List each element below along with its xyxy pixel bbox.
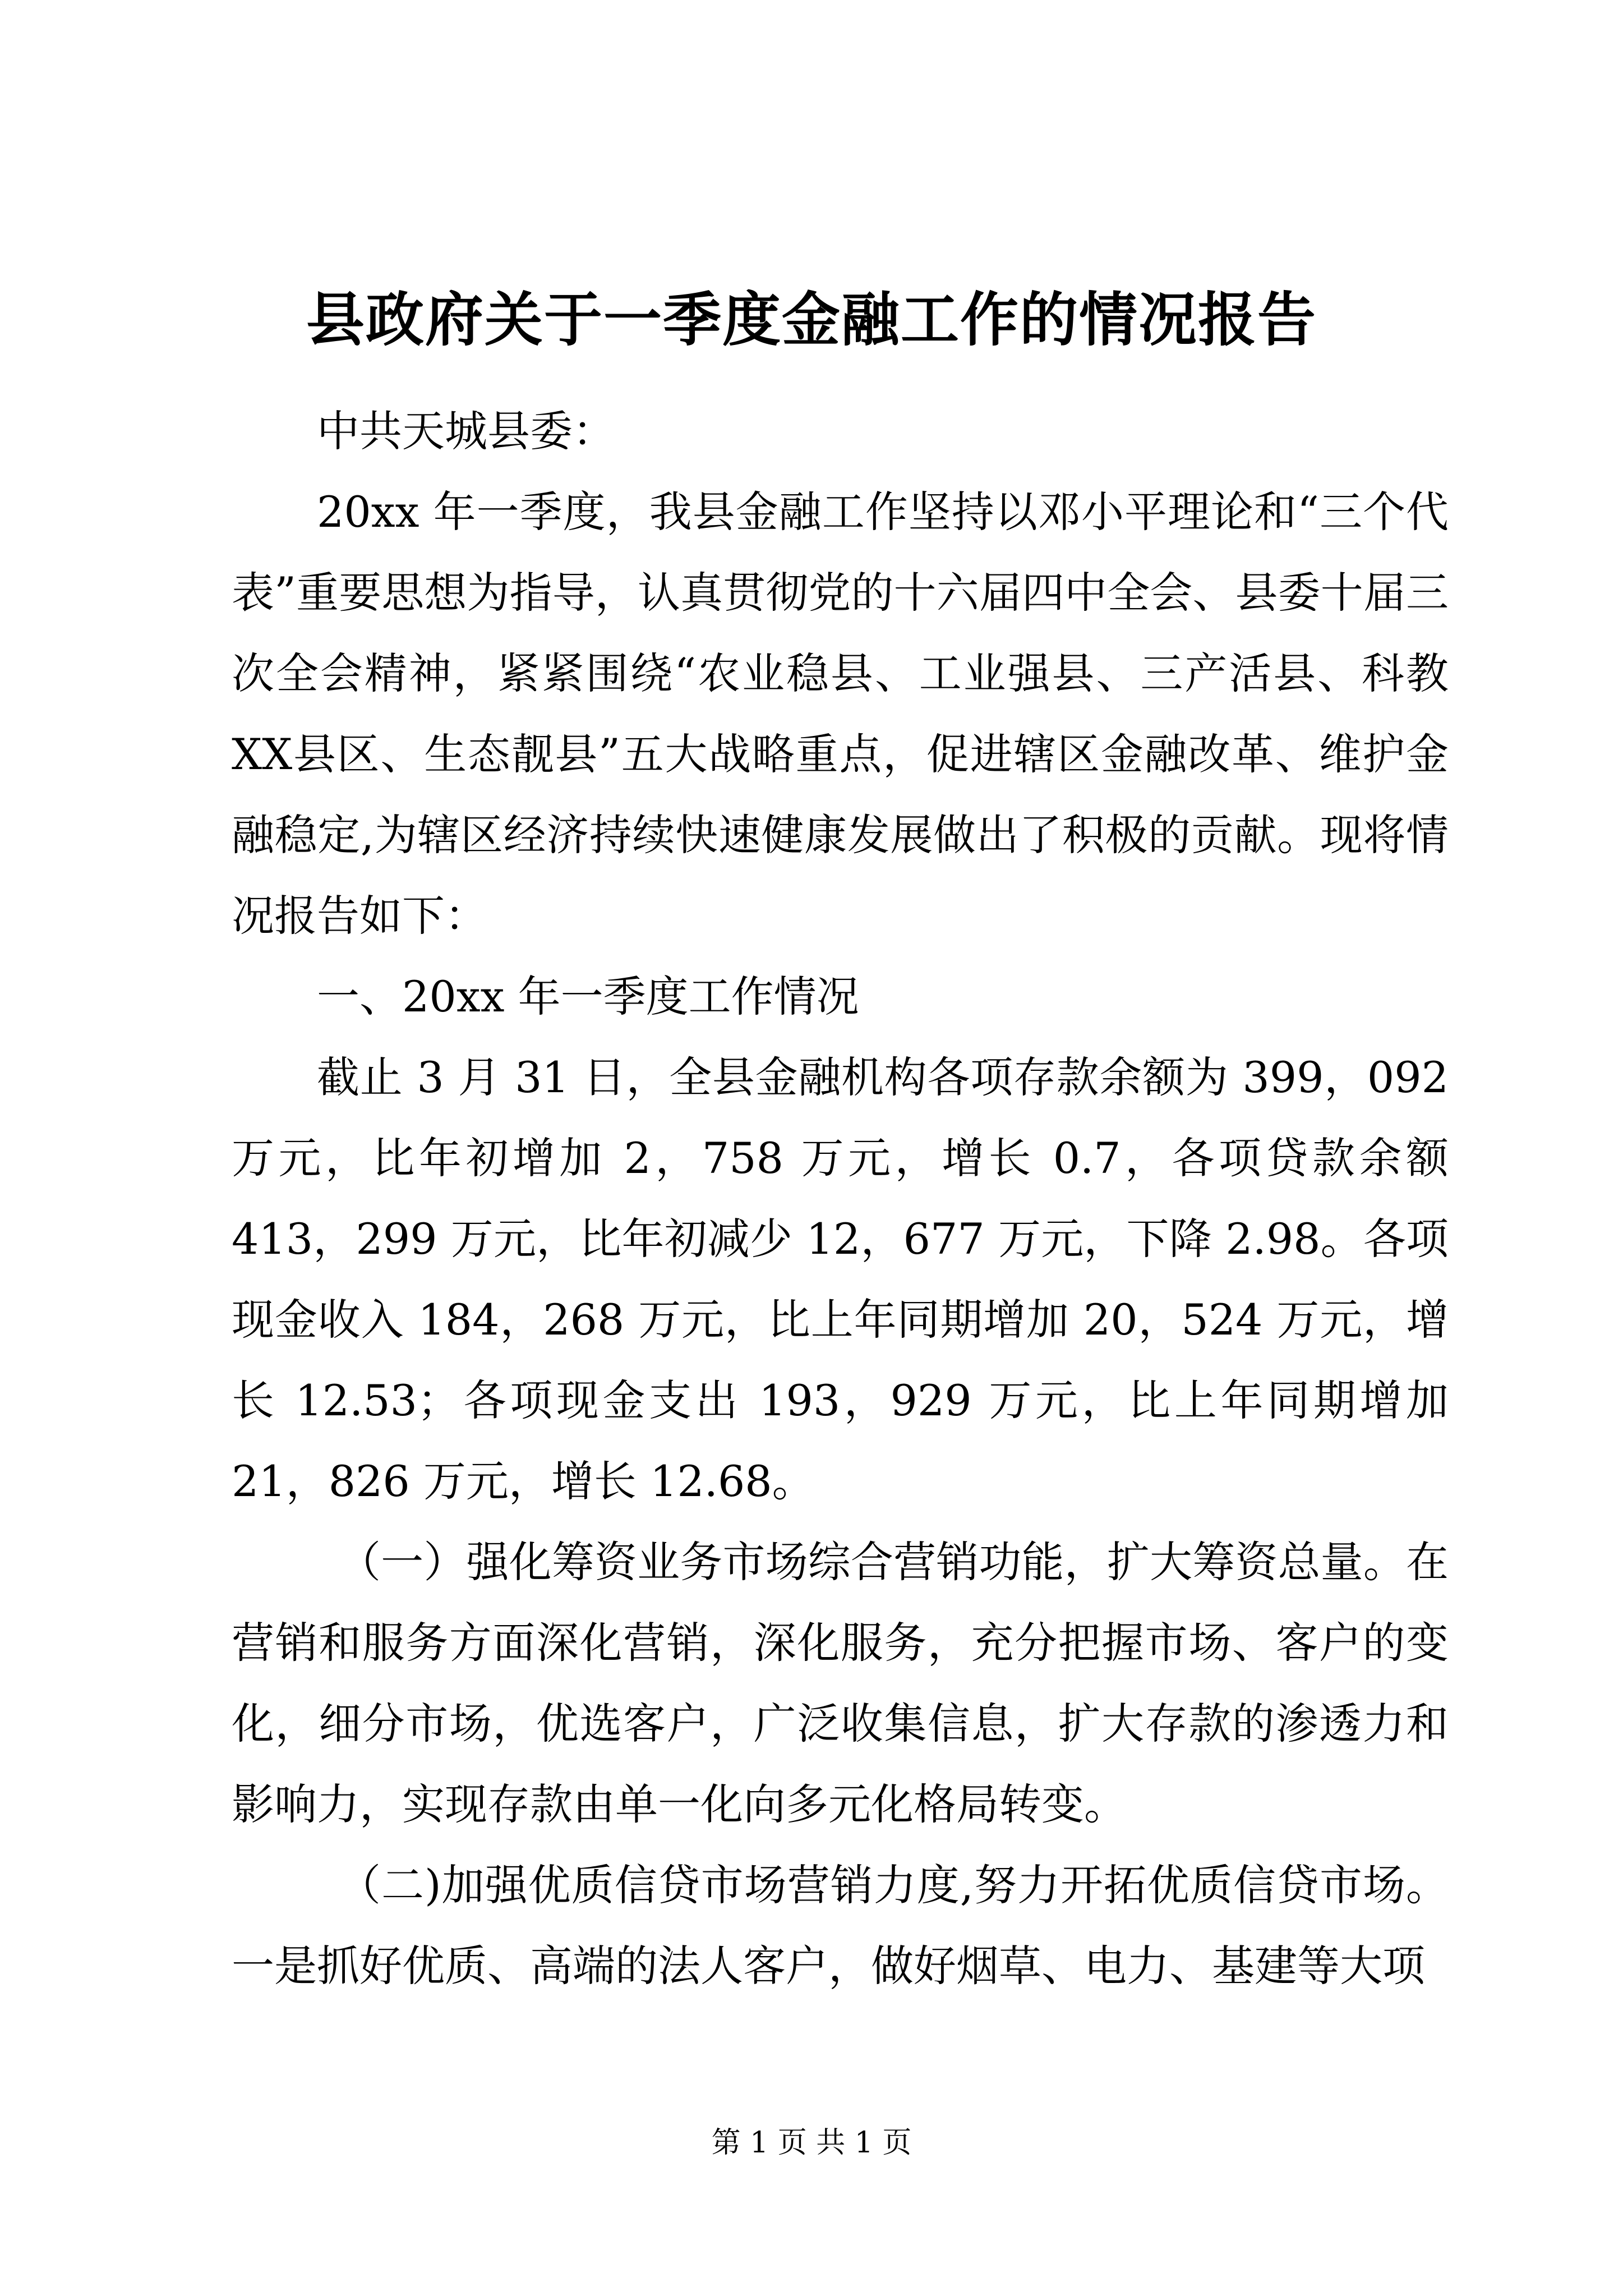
page-footer: 第 1 页 共 1 页 [711, 2126, 912, 2160]
paragraph-item-2: （二)加强优质信贷市场营销力度,努力开拓优质信贷市场。一是抓好优质、高端的法人客户，做好烟草、电力、基建等大项 [232, 1860, 1449, 1991]
section-heading-1: 一、20xx 年一季度工作情况 [317, 972, 859, 1022]
paragraph-statistics: 截止 3 月 31 日，全县金融机构各项存款余额为 399，092 万元，比年初增加 2，758 万元，增长 0.7，各项贷款余额 413，299 万元，比年初减少 12，677 万元，下降 2.98。各项现金收入 184，268 万元，比上年同期增加 20，524 万元，增长 12.53；各项现金支出 193，929 万元，比上年同期增加 21，826 万元，增长 12.68。 [232, 1052, 1449, 1506]
paragraph-item-1: （一）强化筹资业务市场综合营销功能，扩大筹资总量。在营销和服务方面深化营销，深化服务，充分把握市场、客户的变化，细分市场，优选客户，广泛收集信息，扩大存款的渗透力和影响力，实现存款由单一化向多元化格局转变。 [232, 1537, 1449, 1829]
document-body [232, 391, 1449, 2007]
document-title: 县政府关于一季度金融工作的情况报告 [306, 285, 1317, 354]
salutation: 中共天城县委： [317, 406, 615, 456]
paragraph-intro: 20xx 年一季度，我县金融工作坚持以邓小平理论和“三个代表”重要思想为指导，认真贯彻党的十六届四中全会、县委十届三次全会精神，紧紧围绕“农业稳县、工业强县、三产活县、科教XX县区、生态靓县”五大战略重点，促进辖区金融改革、维护金融稳定,为辖区经济持续快速健康发展做出了积极的贡献。现将情况报告如下： [232, 487, 1449, 941]
